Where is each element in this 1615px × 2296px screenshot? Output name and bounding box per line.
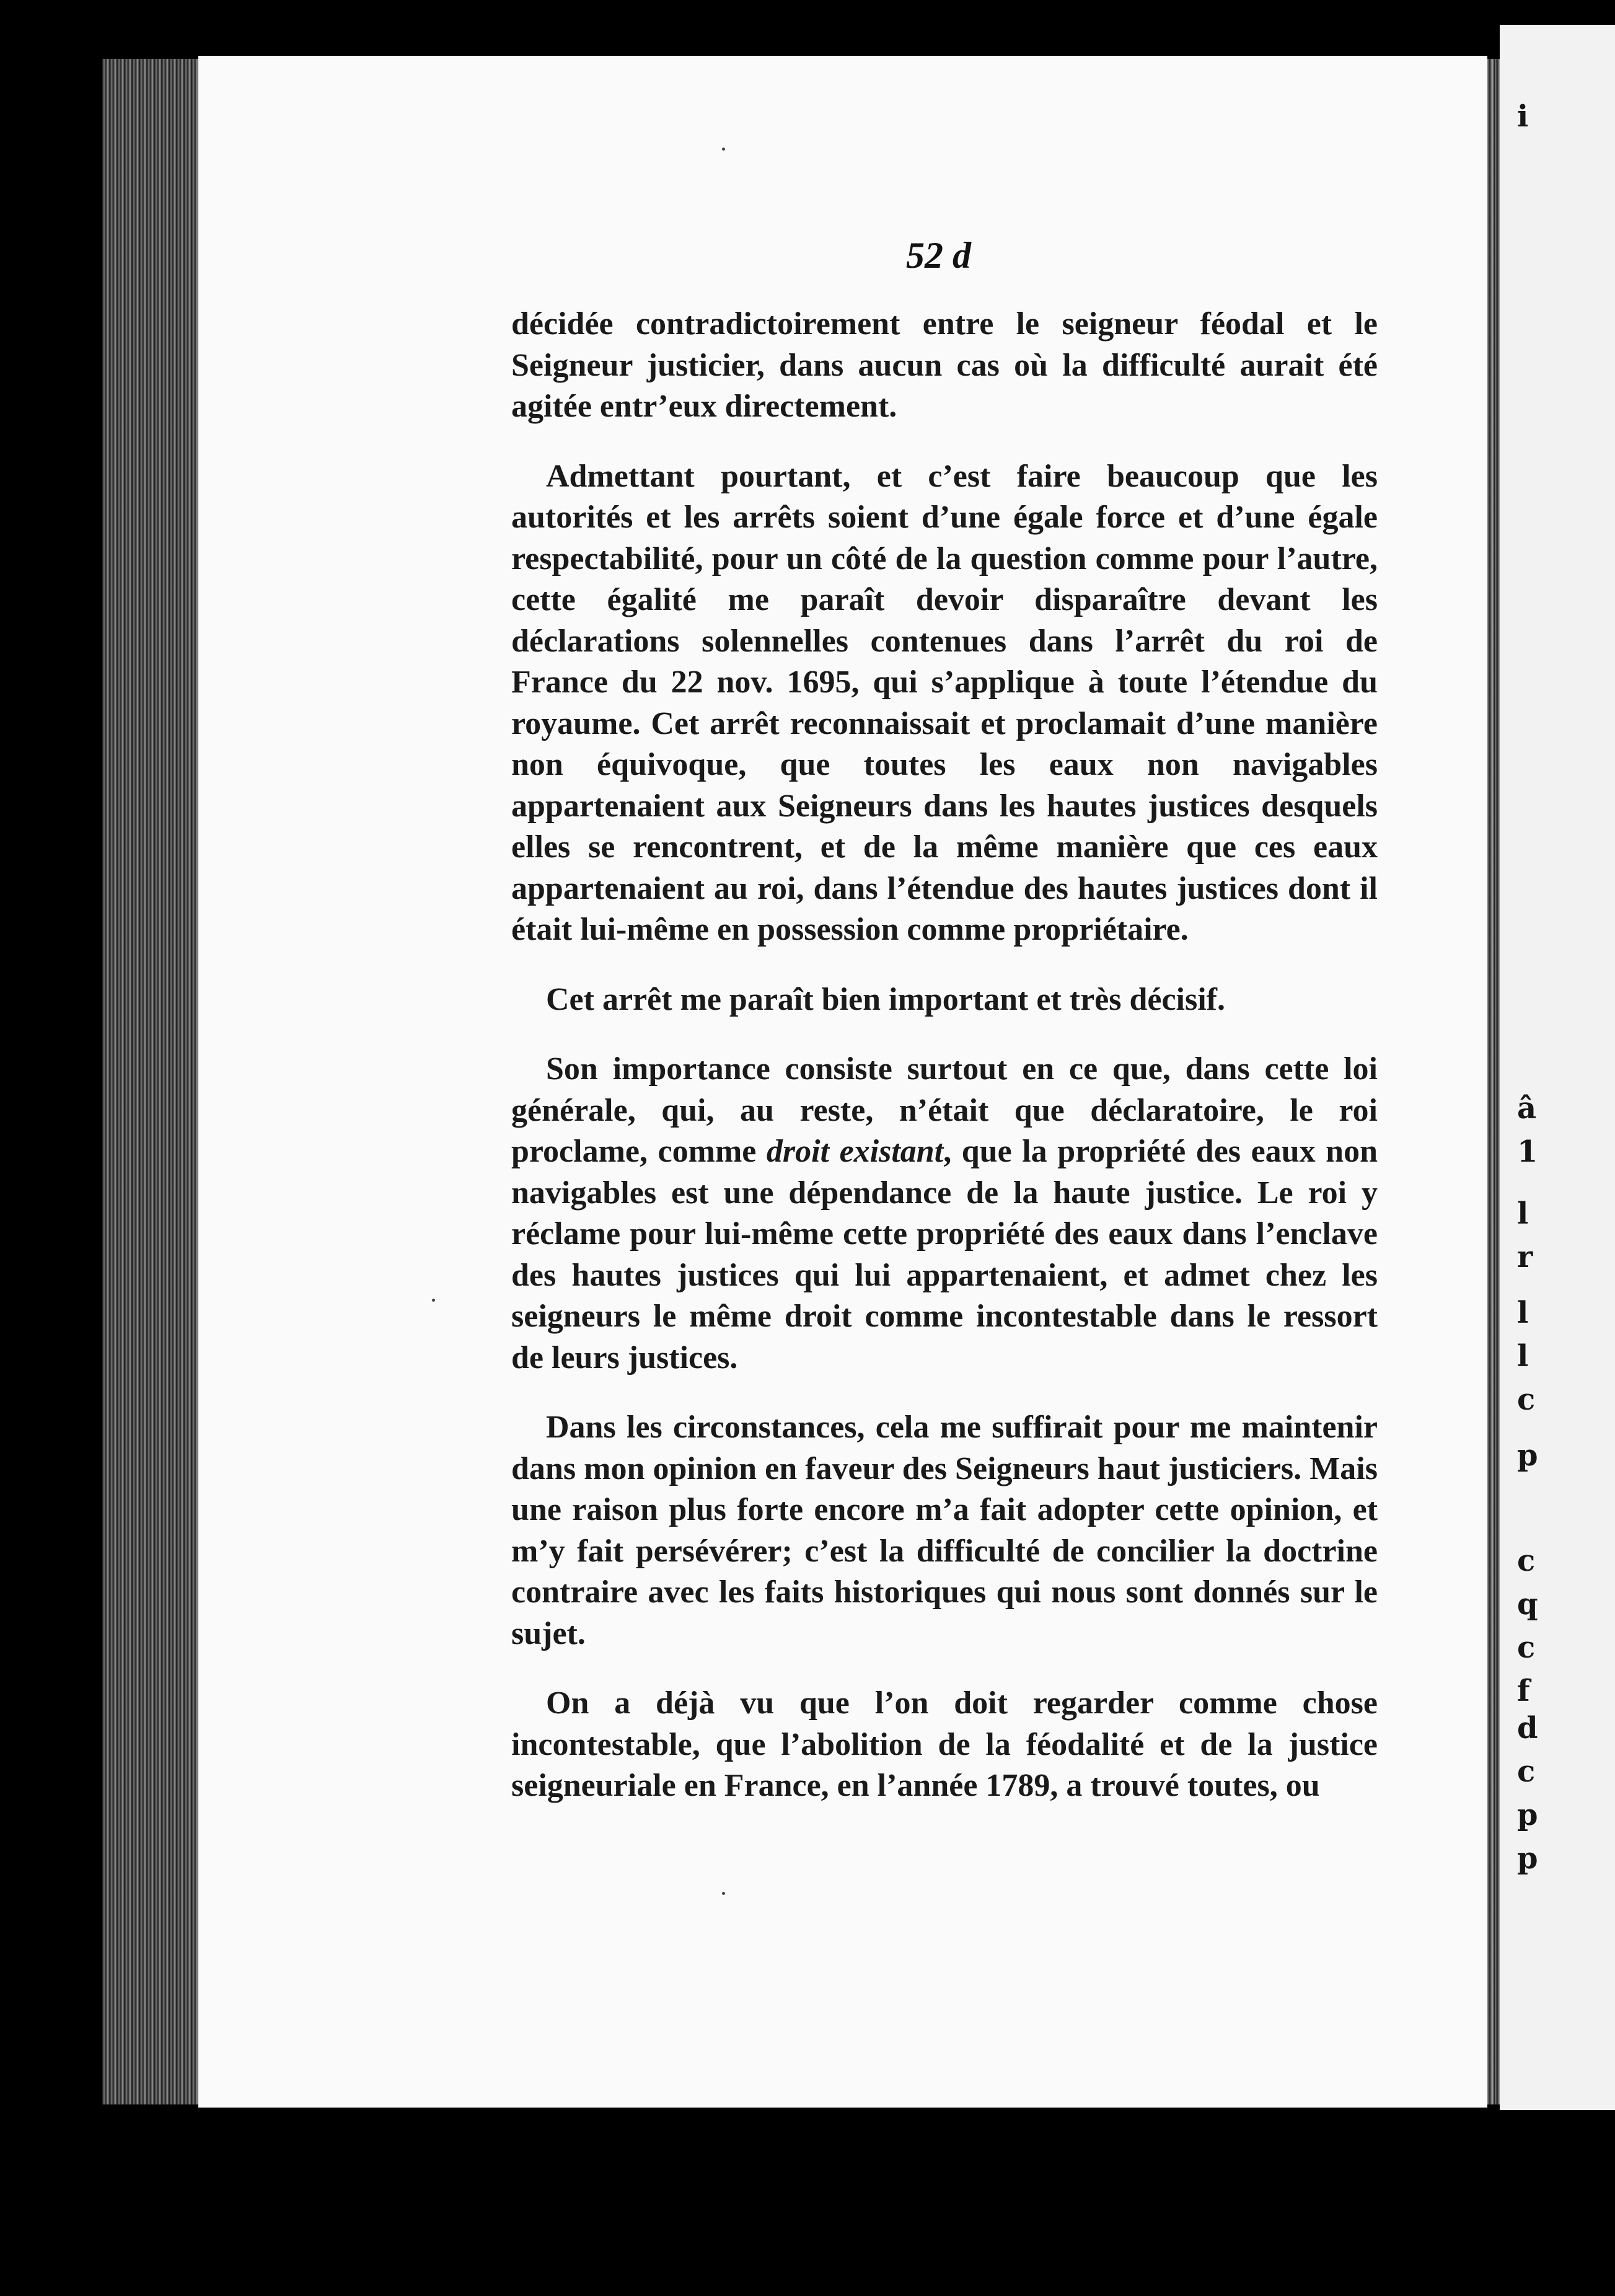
emphasized-term: droit existant [766, 1134, 944, 1169]
paragraph: Admettant pourtant, et c’est faire beaucoup que les autorités et les arrêts soient d’une égale force et d’une égale respectabilité, pour un côté de la question comme pour l’autre, cette égalité me paraît devoir disparaître devant les déclarations solennelles contenues dans l’arrêt du roi de France du 22 nov. 1695, qui s’applique à toute l’étendue du royaume. Cet arrêt reconnaissait et proclamait d’une manière non équivoque, que toutes les eaux non navigables appartenaient aux Seigneurs dans les hautes justices desquels elles se rencontrent, et de la même manière que ces eaux appartenaient au roi, dans l’étendue des hautes justices dont il était lui-même en possession comme propriétaire. [511, 458, 1378, 947]
adjacent-page-fragment: f [1517, 1674, 1530, 1708]
body-text [511, 304, 1378, 1807]
adjacent-page-fragment: p [1517, 1438, 1538, 1473]
paper-speck [722, 148, 725, 151]
adjacent-page-fragment: 1 [1517, 1134, 1538, 1169]
page-number: 52 d [906, 235, 971, 276]
adjacent-page-fragment: c [1517, 1754, 1536, 1789]
page-edge-right [1487, 59, 1500, 2104]
adjacent-page-fragment: l [1517, 1196, 1529, 1231]
adjacent-page-fragment: i [1517, 99, 1529, 134]
paragraph-text: , que la propriété des eaux non navigables est une dépendance de la haute justice. Le roi y réclame pour lui-même cette propriété des eaux dans l’enclave des hautes justices qui lui appartenaient, et admet chez les seigneurs le même droit comme incontestable dans le ressort de leurs justices. [511, 1134, 1378, 1375]
book-gutter-edge [102, 59, 198, 2104]
adjacent-page-fragment: l [1517, 1296, 1529, 1330]
paragraph [511, 1049, 1378, 1379]
adjacent-page [1500, 25, 1615, 2110]
adjacent-page-fragment: r [1517, 1240, 1533, 1274]
paragraph: décidée contradictoirement entre le seigneur féodal et le Seigneur justicier, dans aucun cas où la difficulté aurait été agitée entr’eux directement. [511, 306, 1378, 424]
adjacent-page-fragment: c [1517, 1382, 1536, 1417]
paragraph: Cet arrêt me paraît bien important et très décisif. [546, 981, 1225, 1017]
adjacent-page-fragment: â [1517, 1091, 1537, 1126]
paper-speck [432, 1299, 435, 1302]
adjacent-page-fragment: c [1517, 1630, 1536, 1665]
adjacent-page-fragment: q [1517, 1587, 1538, 1622]
adjacent-page-fragment: p [1517, 1798, 1538, 1832]
adjacent-page-fragment: l [1517, 1339, 1529, 1374]
adjacent-page-fragment: c [1517, 1543, 1536, 1578]
paragraph-text: Son importance consiste surtout en ce que, dans cette loi générale, qui, au reste, n’était que déclaratoire, le roi proclame, comme [511, 1051, 1378, 1169]
paper-speck [722, 1892, 725, 1895]
paragraph: On a déjà vu que l’on doit regarder comme chose incontestable, que l’abolition de la féodalité et de la justice seigneuriale en France, en l’année 1789, a trouvé toutes, ou [511, 1685, 1378, 1803]
adjacent-page-fragment: d [1517, 1711, 1538, 1746]
paragraph: Dans les circonstances, cela me suffirait pour me maintenir dans mon opinion en faveur des Seigneurs haut justiciers. Mais une raison plus forte encore m’a fait adopter cette opinion, et m’y fait persévérer; c’est la difficulté de concilier la doctrine contraire avec les faits historiques qui nous sont donnés sur le sujet. [511, 1410, 1378, 1651]
adjacent-page-fragment: p [1517, 1841, 1538, 1876]
